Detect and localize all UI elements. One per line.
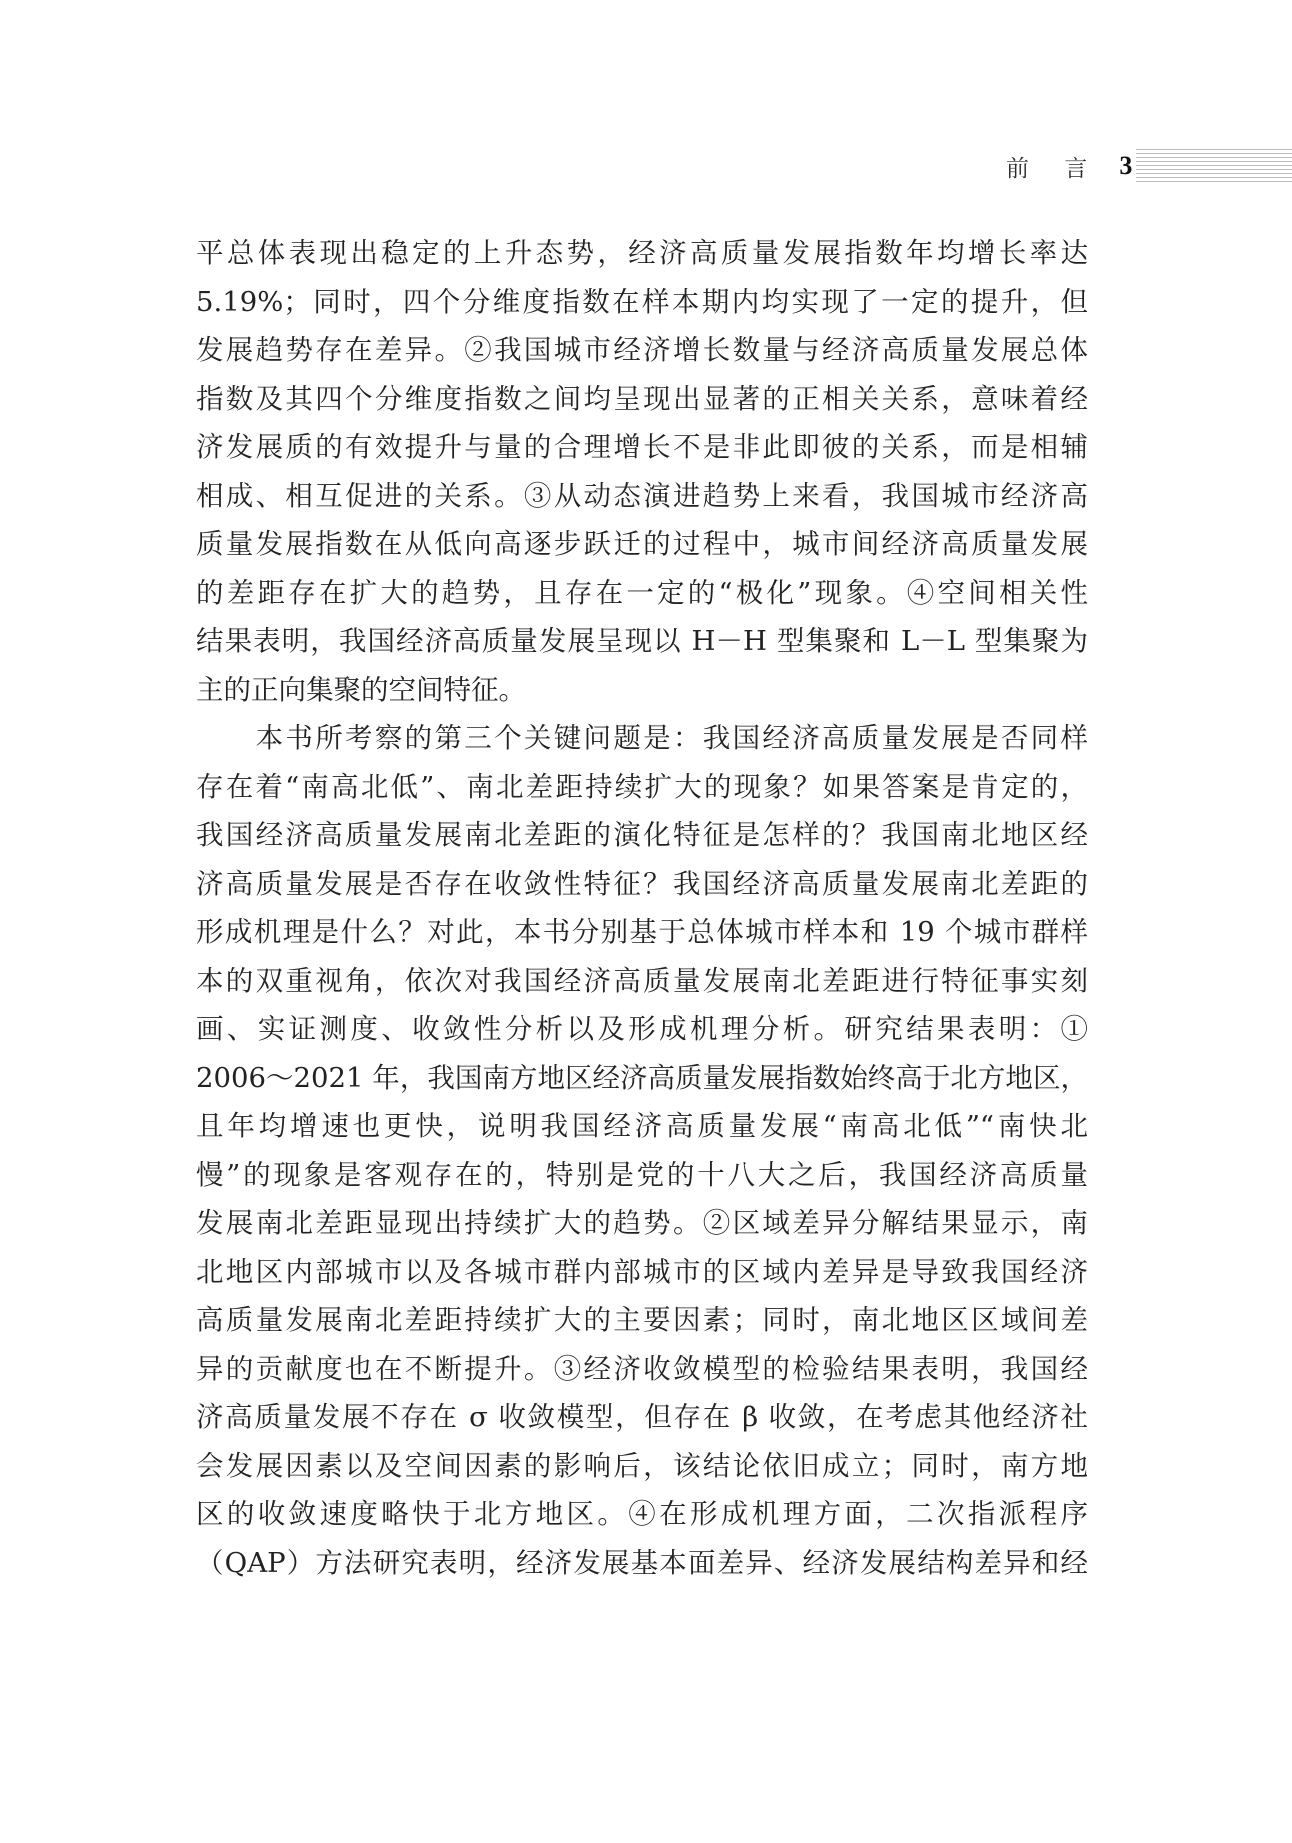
text-line: 会发展因素以及空间因素的影响后，该结论依旧成立；同时，南方地 [196, 1449, 1088, 1482]
text-line: 平总体表现出稳定的上升态势，经济高质量发展指数年均增长率达 [196, 237, 1088, 269]
text-line: 相成、相互促进的关系。③从动态演进趋势上来看，我国城市经济高 [196, 479, 1088, 512]
text-line: 画、实证测度、收敛性分析以及形成机理分析。研究结果表明：① [196, 1013, 1088, 1045]
text-line: 慢”的现象是客观存在的，特别是党的十八大之后，我国经济高质量 [196, 1158, 1088, 1191]
text-line: 的差距存在扩大的趋势，且存在一定的“极化”现象。④空间相关性 [196, 576, 1088, 609]
text-line: 异的贡献度也在不断提升。③经济收敛模型的检验结果表明，我国经 [196, 1352, 1088, 1385]
text-line: 且年均增速也更快，说明我国经济高质量发展“南高北低”“南快北 [196, 1110, 1088, 1142]
running-header [1006, 148, 1132, 184]
text-line: 2006～2021 年，我国南方地区经济高质量发展指数始终高于北方地区， [196, 1061, 1088, 1094]
body-text [196, 229, 1088, 1587]
text-line: 本书所考察的第三个关键问题是：我国经济高质量发展是否同样 [196, 722, 1088, 754]
text-line: 高质量发展南北差距持续扩大的主要因素；同时，南北地区区域间差 [196, 1304, 1088, 1336]
page-number: 3 [1119, 151, 1133, 180]
text-line: （QAP）方法研究表明，经济发展基本面差异、经济发展结构差异和经 [196, 1546, 1088, 1579]
header-rule-lines [1136, 149, 1292, 183]
text-line: 本的双重视角，依次对我国经济高质量发展南北差距进行特征事实刻 [196, 964, 1088, 997]
text-line: 发展南北差距显现出持续扩大的趋势。②区域差异分解结果显示，南 [196, 1207, 1088, 1239]
text-line: 发展趋势存在差异。②我国城市经济增长数量与经济高质量发展总体 [196, 334, 1088, 366]
text-line: 质量发展指数在从低向高逐步跃迁的过程中，城市间经济高质量发展 [196, 528, 1088, 560]
text-line: 主的正向集聚的空间特征。 [196, 673, 526, 706]
text-line: 区的收敛速度略快于北方地区。④在形成机理方面，二次指派程序 [196, 1498, 1088, 1530]
section-title: 前 言 [1006, 155, 1102, 182]
text-line: 济发展质的有效提升与量的合理增长不是非此即彼的关系，而是相辅 [196, 431, 1088, 463]
text-line: 北地区内部城市以及各城市群内部城市的区域内差异是导致我国经济 [196, 1255, 1088, 1288]
text-line: 我国经济高质量发展南北差距的演化特征是怎样的？我国南北地区经 [196, 819, 1088, 851]
text-line: 结果表明，我国经济高质量发展呈现以 H－H 型集聚和 L－L 型集聚为 [196, 625, 1088, 657]
text-line: 济高质量发展是否存在收敛性特征？我国经济高质量发展南北差距的 [196, 867, 1088, 900]
text-line: 存在着“南高北低”、南北差距持续扩大的现象？如果答案是肯定的， [196, 770, 1088, 803]
text-line: 5.19%；同时，四个分维度指数在样本期内均实现了一定的提升，但 [196, 285, 1088, 318]
text-line: 形成机理是什么？对此，本书分别基于总体城市样本和 19 个城市群样 [196, 916, 1088, 948]
text-line: 济高质量发展不存在 σ 收敛模型，但存在 β 收敛，在考虑其他经济社 [196, 1401, 1088, 1433]
text-line: 指数及其四个分维度指数之间均呈现出显著的正相关关系，意味着经 [196, 382, 1088, 415]
